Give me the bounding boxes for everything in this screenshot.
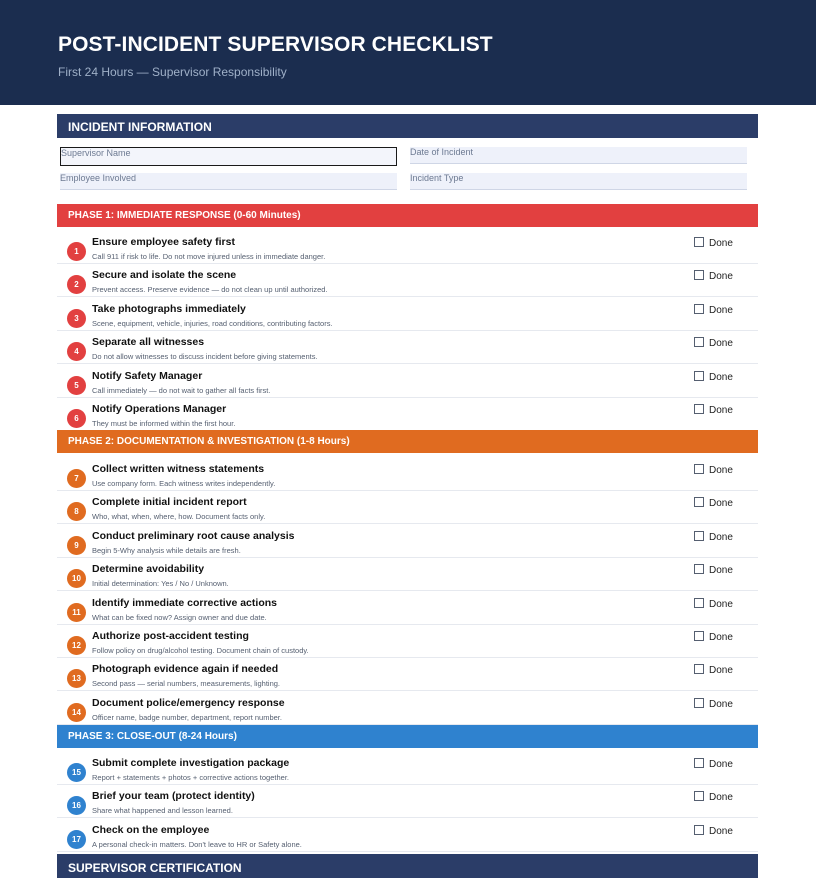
checklist-item bbox=[57, 231, 758, 264]
step-number-badge: 5 bbox=[67, 376, 86, 395]
item-title: Identify immediate corrective actions bbox=[92, 596, 277, 609]
checklist-item bbox=[57, 752, 758, 785]
step-number-badge: 15 bbox=[67, 763, 86, 782]
page-subtitle: First 24 Hours — Supervisor Responsibility bbox=[58, 65, 287, 79]
checklist-item bbox=[57, 558, 758, 591]
item-description: Follow policy on drug/alcohol testing. Document chain of custody. bbox=[92, 646, 309, 655]
done-label: Done bbox=[709, 825, 733, 837]
item-description: Begin 5-Why analysis while details are fresh. bbox=[92, 545, 241, 555]
item-title: Check on the employee bbox=[92, 823, 210, 836]
done-label: Done bbox=[709, 338, 733, 350]
item-title: Photograph evidence again if needed bbox=[92, 663, 279, 676]
done-checkbox[interactable] bbox=[694, 698, 704, 708]
item-title: Complete initial incident report bbox=[92, 496, 247, 509]
item-description: Use company form. Each witness writes independently. bbox=[92, 479, 276, 488]
certification-heading: SUPERVISOR CERTIFICATION bbox=[57, 854, 758, 878]
checklist-item bbox=[57, 592, 758, 625]
done-checkbox[interactable] bbox=[694, 464, 704, 474]
done-label: Done bbox=[709, 665, 733, 677]
done-checkbox[interactable] bbox=[694, 825, 704, 835]
done-checkbox[interactable] bbox=[694, 758, 704, 768]
item-description: Second pass — serial numbers, measurements, lighting. bbox=[92, 679, 281, 689]
phase-3-heading: PHASE 3: CLOSE-OUT (8-24 Hours) bbox=[57, 725, 758, 748]
step-number-badge: 14 bbox=[67, 703, 86, 722]
item-title: Take photographs immediately bbox=[92, 302, 246, 315]
step-number-badge: 13 bbox=[67, 669, 86, 688]
item-title: Notify Operations Manager bbox=[92, 403, 227, 415]
item-description: Call immediately — do not wait to gather all facts first. bbox=[92, 385, 271, 395]
item-description: They must be informed within the first hour. bbox=[92, 419, 236, 428]
done-label: Done bbox=[709, 632, 733, 643]
step-number-badge: 4 bbox=[67, 342, 86, 361]
step-number-badge: 17 bbox=[67, 830, 86, 849]
phase-1-heading: PHASE 1: IMMEDIATE RESPONSE (0-60 Minutes) bbox=[57, 204, 758, 227]
item-title: Collect written witness statements bbox=[92, 463, 265, 475]
done-label: Done bbox=[709, 498, 733, 510]
item-title: Document police/emergency response bbox=[92, 696, 285, 709]
done-label: Done bbox=[709, 598, 733, 610]
done-checkbox[interactable] bbox=[694, 531, 704, 541]
done-label: Done bbox=[709, 565, 733, 577]
step-number-badge: 9 bbox=[67, 536, 86, 555]
employee-involved-field[interactable] bbox=[60, 173, 397, 190]
done-label: Done bbox=[709, 238, 733, 249]
done-checkbox[interactable] bbox=[694, 564, 704, 574]
item-description: Initial determination: Yes / No / Unknown. bbox=[92, 579, 229, 589]
date-of-incident-field[interactable] bbox=[410, 147, 747, 164]
checklist-item bbox=[57, 458, 758, 491]
done-label: Done bbox=[709, 759, 733, 770]
done-label: Done bbox=[709, 792, 733, 804]
done-checkbox[interactable] bbox=[694, 270, 704, 280]
supervisor-name-label: Supervisor Name bbox=[61, 148, 131, 158]
done-label: Done bbox=[709, 371, 733, 383]
done-checkbox[interactable] bbox=[694, 304, 704, 314]
done-label: Done bbox=[709, 531, 733, 543]
item-description: A personal check-in matters. Don't leave to HR or Safety alone. bbox=[92, 839, 302, 849]
checklist-item bbox=[57, 625, 758, 658]
checklist-item bbox=[57, 692, 758, 725]
checklist-item bbox=[57, 264, 758, 297]
item-title: Determine avoidability bbox=[92, 563, 205, 576]
item-description: Share what happened and lesson learned. bbox=[92, 806, 233, 816]
checklist-item bbox=[57, 365, 758, 398]
date-of-incident-label: Date of Incident bbox=[410, 147, 474, 157]
step-number-badge: 2 bbox=[67, 275, 86, 294]
done-checkbox[interactable] bbox=[694, 371, 704, 381]
item-description: What can be fixed now? Assign owner and due date. bbox=[92, 612, 267, 622]
item-title: Conduct preliminary root cause analysis bbox=[92, 529, 295, 542]
item-title: Authorize post-accident testing bbox=[92, 630, 249, 642]
checklist-item bbox=[57, 298, 758, 331]
item-title: Secure and isolate the scene bbox=[92, 269, 237, 282]
checklist-item bbox=[57, 658, 758, 691]
item-title: Submit complete investigation package bbox=[92, 757, 290, 769]
done-checkbox[interactable] bbox=[694, 631, 704, 641]
item-description: Officer name, badge number, department, report number. bbox=[92, 712, 282, 722]
checklist-item bbox=[57, 785, 758, 818]
employee-involved-label: Employee Involved bbox=[60, 173, 137, 183]
step-number-badge: 10 bbox=[67, 569, 86, 588]
item-description: Call 911 if risk to life. Do not move injured unless in immediate danger. bbox=[92, 252, 326, 261]
checklist-item bbox=[57, 398, 758, 431]
page-title: POST-INCIDENT SUPERVISOR CHECKLIST bbox=[58, 33, 493, 56]
done-label: Done bbox=[709, 698, 733, 710]
incident-type-label: Incident Type bbox=[410, 173, 464, 183]
incident-type-field[interactable] bbox=[410, 173, 747, 190]
page-header bbox=[0, 0, 816, 105]
item-title: Notify Safety Manager bbox=[92, 369, 203, 382]
done-checkbox[interactable] bbox=[694, 404, 704, 414]
done-label: Done bbox=[709, 465, 733, 476]
step-number-badge: 1 bbox=[67, 242, 86, 261]
done-checkbox[interactable] bbox=[694, 337, 704, 347]
step-number-badge: 3 bbox=[67, 309, 86, 328]
step-number-badge: 8 bbox=[67, 502, 86, 521]
item-description: Report + statements + photos + corrective actions together. bbox=[92, 773, 289, 782]
phase-2-heading: PHASE 2: DOCUMENTATION & INVESTIGATION (1-8 Hours) bbox=[57, 430, 758, 453]
incident-info-heading: INCIDENT INFORMATION bbox=[57, 114, 758, 138]
done-label: Done bbox=[709, 271, 733, 283]
checklist-item bbox=[57, 491, 758, 524]
done-checkbox[interactable] bbox=[694, 664, 704, 674]
item-description: Scene, equipment, vehicle, injuries, road conditions, contributing factors. bbox=[92, 318, 333, 328]
done-checkbox[interactable] bbox=[694, 497, 704, 507]
done-label: Done bbox=[709, 405, 733, 416]
done-label: Done bbox=[709, 304, 733, 316]
step-number-badge: 7 bbox=[67, 469, 86, 488]
done-checkbox[interactable] bbox=[694, 791, 704, 801]
checklist-item bbox=[57, 525, 758, 558]
item-description: Do not allow witnesses to discuss incident before giving statements. bbox=[92, 352, 318, 362]
supervisor-name-field[interactable] bbox=[60, 147, 397, 166]
step-number-badge: 11 bbox=[67, 603, 86, 622]
item-title: Ensure employee safety first bbox=[92, 236, 235, 248]
item-description: Prevent access. Preserve evidence — do not clean up until authorized. bbox=[92, 285, 328, 295]
step-number-badge: 6 bbox=[67, 409, 86, 428]
item-title: Brief your team (protect identity) bbox=[92, 790, 255, 803]
done-checkbox[interactable] bbox=[694, 598, 704, 608]
item-title: Separate all witnesses bbox=[92, 336, 205, 349]
step-number-badge: 12 bbox=[67, 636, 86, 655]
checklist-item bbox=[57, 331, 758, 364]
step-number-badge: 16 bbox=[67, 796, 86, 815]
done-checkbox[interactable] bbox=[694, 237, 704, 247]
item-description: Who, what, when, where, how. Document facts only. bbox=[92, 512, 266, 522]
checklist-item bbox=[57, 819, 758, 852]
